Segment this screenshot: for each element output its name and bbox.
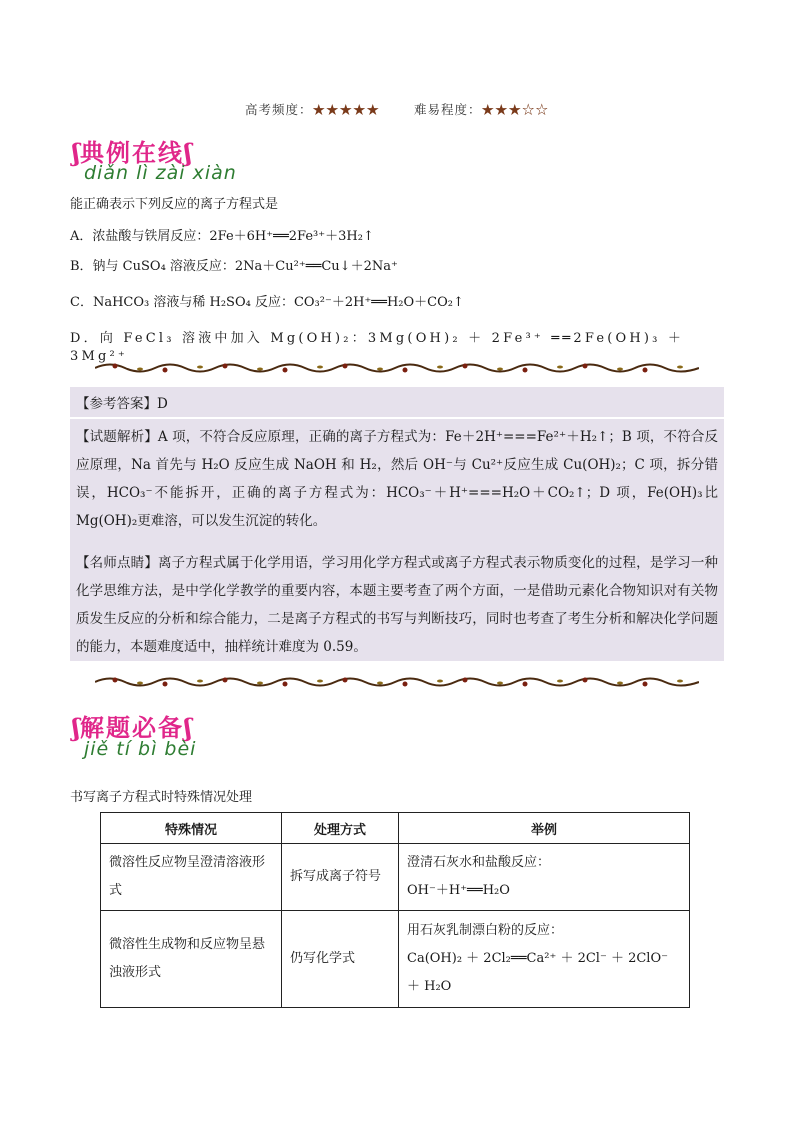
option-b: B．钠与 CuSO₄ 溶液反应：2Na＋Cu²⁺══Cu↓＋2Na⁺ xyxy=(70,259,398,274)
example-desc: 澄清石灰水和盐酸反应： xyxy=(407,855,551,870)
section-title: 典例在线 xyxy=(79,139,184,167)
vine-divider-icon xyxy=(95,361,699,375)
option-d: D．向 FeCl₃ 溶液中加入 Mg(OH)₂：3Mg(OH)₂ ＋ 2Fe³⁺ ══2Fe(OH)₃ ＋ 3Mg²⁺ xyxy=(70,331,685,364)
table-cell: 仍写化学式 xyxy=(282,911,399,1008)
curl-ornament-icon: ʃ xyxy=(72,138,80,167)
example-desc: 用石灰乳制漂白粉的反应： xyxy=(407,923,564,938)
table-caption: 书写离子方程式时特殊情况处理 xyxy=(70,790,253,805)
table-header: 特殊情况 xyxy=(101,813,282,844)
table-header-row xyxy=(101,813,690,844)
curl-ornament-icon: ʃ xyxy=(72,713,80,742)
question-stem: 能正确表示下列反应的离子方程式是 xyxy=(70,197,279,212)
table-cell xyxy=(399,844,690,911)
answer-divider xyxy=(70,417,724,419)
section-pinyin: jiě tí bì bèi xyxy=(84,738,197,760)
option-c: C．NaHCO₃ 溶液与稀 H₂SO₄ 反应：CO₃²⁻＋2H⁺══H₂O＋CO₂↑ xyxy=(70,295,464,310)
table-row xyxy=(101,844,690,911)
option-a: A．浓盐酸与铁屑反应：2Fe＋6H⁺══2Fe³⁺＋3H₂↑ xyxy=(70,229,374,244)
section-pinyin: diǎn lì zài xiàn xyxy=(84,162,237,184)
table-cell: 微溶性生成物和反应物呈悬浊液形式 xyxy=(101,911,282,1008)
section-title: 解题必备 xyxy=(79,714,184,742)
table-cell: 拆写成离子符号 xyxy=(282,844,399,911)
table-header: 处理方式 xyxy=(282,813,399,844)
table-row xyxy=(101,911,690,1008)
curl-ornament-icon: ʃ xyxy=(183,138,192,167)
example-equation: Ca(OH)₂ ＋ 2Cl₂══Ca²⁺ ＋ 2Cl⁻ ＋ 2ClO⁻ ＋ H₂O xyxy=(407,951,668,994)
answer-analysis: 【试题解析】A 项，不符合反应原理，正确的离子方程式为：Fe＋2H⁺===Fe²⁺＋H₂↑；B 项，不符合反应原理，Na 首先与 H₂O 反应生成 NaOH 和 H₂，然后 OH⁻与 Cu²⁺反应生成 Cu(OH)₂；C 项，拆分错误，HCO₃⁻不能拆开，正确的离子方程式为：HCO₃⁻＋H⁺===H₂O＋CO₂↑；D 项，Fe(OH)₃比 Mg(OH)₂更难溶，可以发生沉淀的转化。 xyxy=(76,429,718,529)
frequency-stars: ★★★★★ xyxy=(312,102,381,117)
special-cases-table xyxy=(100,812,690,1008)
curl-ornament-icon: ʃ xyxy=(183,713,192,742)
table-cell xyxy=(399,911,690,1008)
difficulty-meta xyxy=(0,100,794,118)
table-cell: 微溶性反应物呈澄清溶液形式 xyxy=(101,844,282,911)
reference-answer: 【参考答案】D xyxy=(76,396,168,412)
table-header: 举例 xyxy=(399,813,690,844)
example-equation: OH⁻＋H⁺══H₂O xyxy=(407,883,510,898)
frequency-label: 高考频度： xyxy=(244,102,313,117)
difficulty-label: 难易程度： xyxy=(413,102,482,117)
vine-divider-icon xyxy=(95,675,699,689)
difficulty-stars: ★★★☆☆ xyxy=(481,102,550,117)
teacher-tip: 【名师点睛】离子方程式属于化学用语，学习用化学方程式或离子方程式表示物质变化的过程，是学习一种化学思维方法，是中学化学教学的重要内容，本题主要考查了两个方面，一是借助元素化合物知识对有关物质发生反应的分析和综合能力，二是离子方程式的书写与判断技巧，同时也考查了考生分析和解决化学问题的能力，本题难度适中，抽样统计难度为 0.59。 xyxy=(76,555,718,655)
